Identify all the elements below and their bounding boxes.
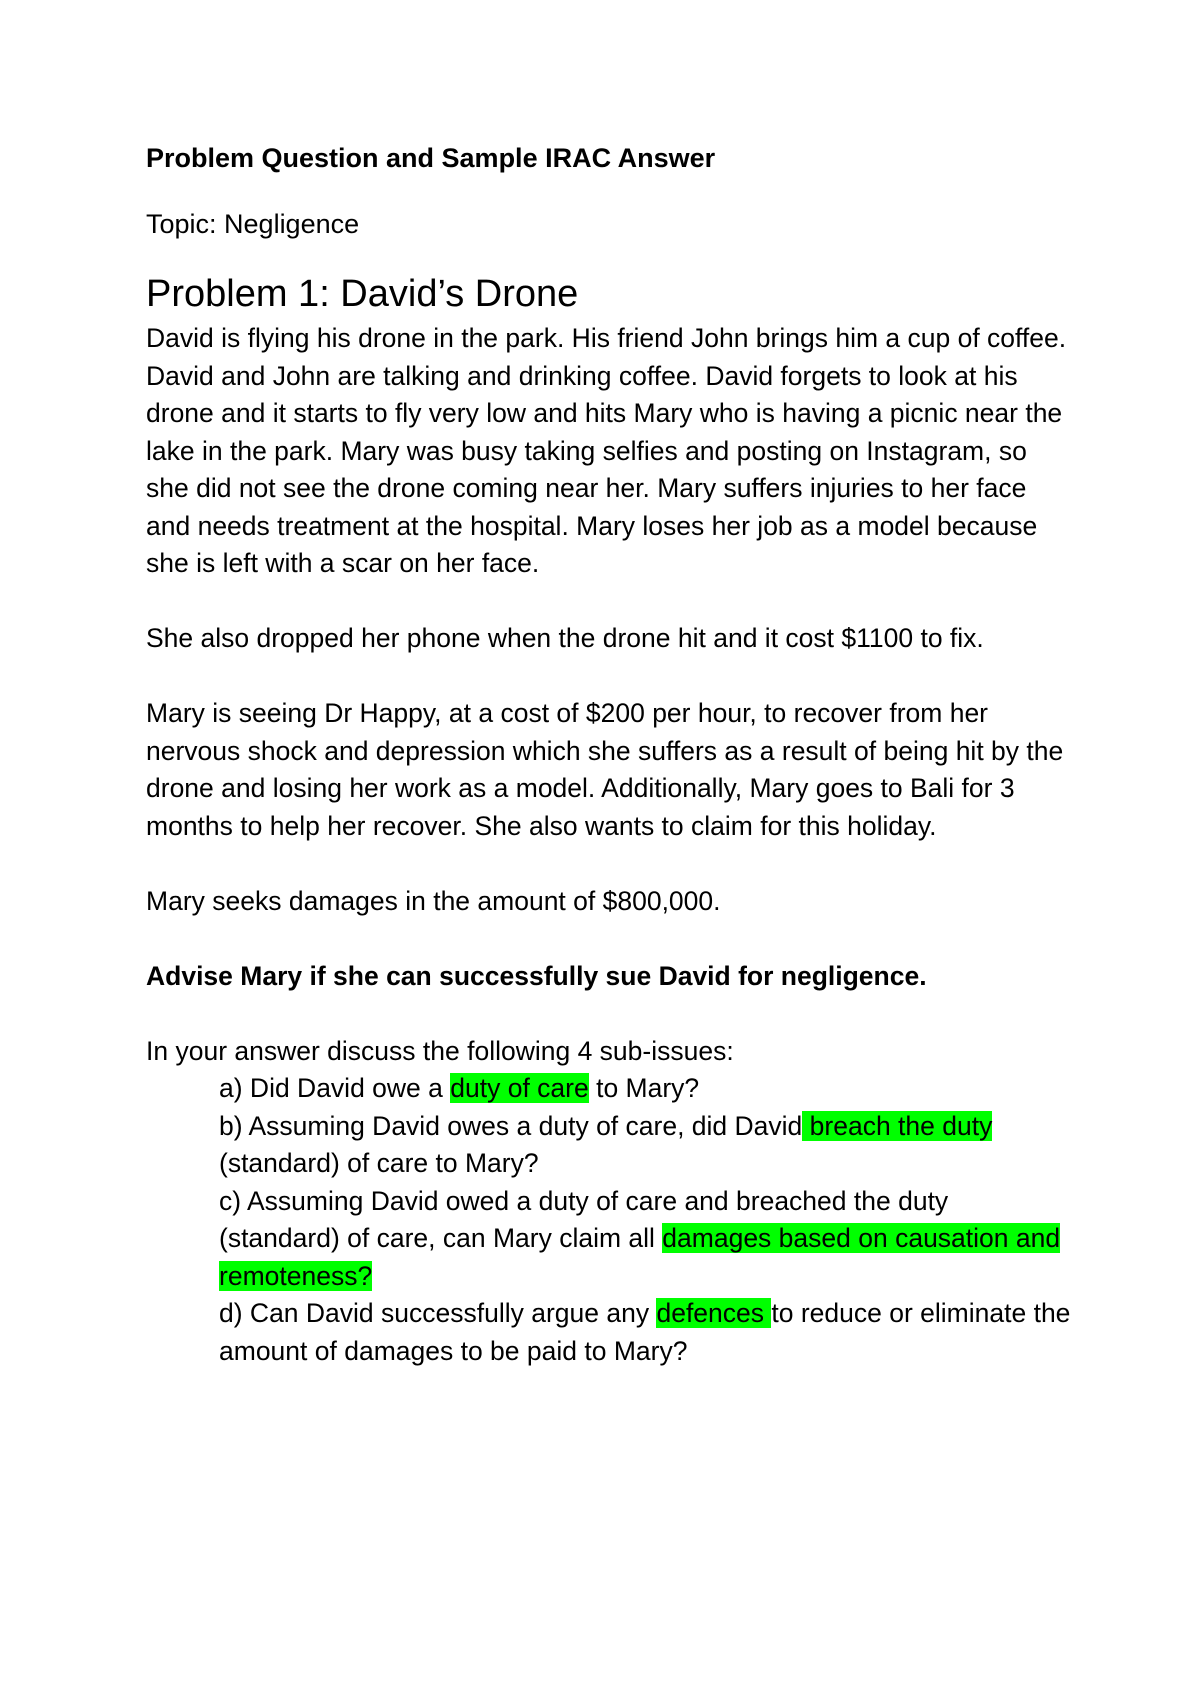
sub-issue-c [219, 1183, 1076, 1296]
sub-issues-section [146, 1033, 1076, 1371]
sub-issue-d [219, 1295, 1076, 1370]
highlighted-term: damages based on causation and remoteness? [219, 1223, 1061, 1291]
facts-paragraph: David is flying his drone in the park. His friend John brings him a cup of coffee. David and John are talking and drinking coffee. David forgets to look at his drone and it starts to fly very low and hits Mary who is having a picnic near the lake in the park. Mary was busy taking selfies and posting on Instagram, so she did not see the drone coming near her. Mary suffers injuries to her face and needs treatment at the hospital. Mary loses her job as a model because she is left with a scar on her face. [146, 323, 1067, 578]
sub-issues-intro: In your answer discuss the following 4 sub-issues: [146, 1035, 734, 1066]
document-title: Problem Question and Sample IRAC Answer [146, 143, 716, 173]
problem-heading: Problem 1: David’s Drone [146, 273, 579, 315]
damages-paragraph: Mary seeks damages in the amount of $800,000. [146, 885, 721, 916]
sub-issue-a [219, 1070, 1076, 1108]
highlighted-term: breach the duty [802, 1110, 993, 1141]
sub-issues-list [146, 1070, 1076, 1370]
highlighted-term: duty of care [450, 1073, 589, 1103]
sub-issue-text: b) Assuming David owes a duty of care, did David [219, 1110, 803, 1141]
document-content [146, 140, 1076, 1370]
sub-issue-text: to Mary? [588, 1073, 700, 1103]
sub-issue-text: d) Can David successfully argue any [219, 1298, 657, 1328]
sub-issue-text: c) Assuming David owed a duty of care and breached the duty (standard) of care, can Mary claim all [219, 1185, 949, 1253]
sub-issue-b [219, 1108, 1076, 1183]
sub-issue-text: a) Did David owe a [219, 1073, 451, 1103]
sub-issue-text: (standard) of care to Mary? [219, 1148, 539, 1178]
therapy-paragraph: Mary is seeing Dr Happy, at a cost of $200 per hour, to recover from her nervous shock and depression which she suffers as a result of being hit by the drone and losing her work as a model. Additionally, Mary goes to Bali for 3 months to help her recover. She also wants to claim for this holiday. [146, 698, 1064, 841]
phone-paragraph: She also dropped her phone when the drone hit and it cost $1100 to fix. [146, 623, 984, 653]
question-text: Advise Mary if she can successfully sue David for negligence. [146, 960, 927, 991]
sub-issue-text: to reduce or eliminate the amount of damages to be paid to Mary? [219, 1298, 1071, 1366]
topic-line: Topic: Negligence [146, 209, 360, 239]
highlighted-term: defences [656, 1298, 772, 1328]
